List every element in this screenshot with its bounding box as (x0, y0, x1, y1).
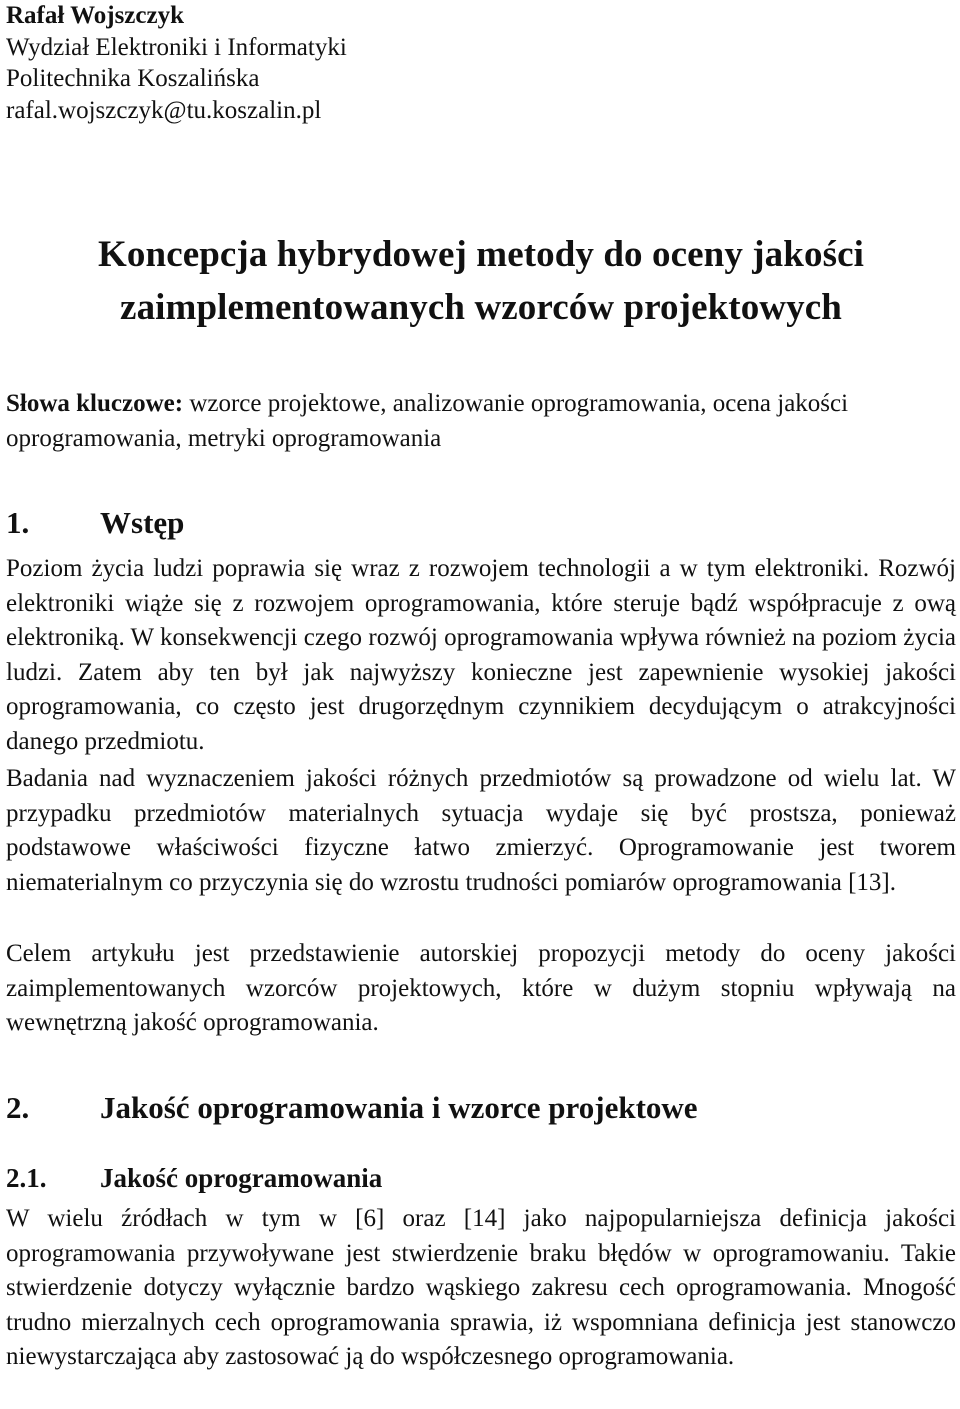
section-2-title: Jakość oprogramowania i wzorce projektowe (100, 1090, 698, 1125)
section-1-paragraph-1: Poziom życia ludzi poprawia się wraz z rozwojem technologii a w tym elektroniki. Rozwój elektroniki wiąże się z rozwojem oprogramowania, które steruje bądź współpracuje z ową elektroniką. W konsekwencji czego rozwój oprogramowania wpływa również na poziom życia ludzi. Zatem aby ten był jak najwyższy konieczne jest zapewnienie wysokiej jakości oprogramowania, co często jest drugorzędnym czynnikiem decydującym o atrakcyjności danego przedmiotu. (6, 555, 956, 755)
paper-title-line-2: zaimplementowanych wzorców projektowych (120, 287, 842, 328)
section-2-number: 2. (6, 1090, 30, 1125)
author-name: Rafał Wojszczyk (6, 2, 184, 29)
keywords (6, 386, 956, 456)
author-university: Politechnika Koszalińska (6, 65, 260, 92)
section-1-paragraph-2: Badania nad wyznaczeniem jakości różnych przedmiotów są prowadzone od wielu lat. W przypadku przedmiotów materialnych sytuacja wydaje się być prostsza, ponieważ podstawowe właściwości fizyczne łatwo zmierzyć. Oprogramowanie jest tworem niematerialnym co przyczynia się do wzrostu trudności pomiarów oprogramowania [13]. (6, 765, 956, 896)
keywords-label: Słowa kluczowe: (6, 390, 184, 417)
author-email: rafal.wojszczyk@tu.koszalin.pl (6, 96, 322, 124)
paper-title (6, 228, 956, 334)
keywords-text: wzorce projektowe, analizowanie oprogramowania, ocena jakości oprogramowania, metryki oprogramowania (6, 390, 849, 452)
author-department: Wydział Elektroniki i Informatyki (6, 33, 347, 61)
section-2-heading (6, 1090, 698, 1126)
section-2-1-heading (6, 1163, 382, 1194)
section-2-1-title: Jakość oprogramowania (100, 1163, 383, 1193)
section-1-heading (6, 505, 184, 541)
section-1-number: 1. (6, 505, 30, 540)
section-1-title: Wstęp (100, 505, 185, 540)
author-block (6, 0, 347, 126)
section-2-1-paragraph: W wielu źródłach w tym w [6] oraz [14] jako najpopularniejsza definicja jakości oprogramowania przywoływane jest stwierdzenie braku błędów w oprogramowaniu. Takie stwierdzenie dotyczy wyłącznie bardzo wąskiego zakresu cech oprogramowania. Mnogość trudno mierzalnych cech oprogramowania sprawia, iż wspomniana definicja jest stanowczo niewystarczająca aby zastosować ją do współczesnego oprogramowania. (6, 1205, 956, 1371)
paper-title-line-1: Koncepcja hybrydowej metody do oceny jakości (98, 234, 864, 275)
section-2-1-number: 2.1. (6, 1163, 47, 1193)
section-1-paragraph-3: Celem artykułu jest przedstawienie autorskiej propozycji metody do oceny jakości zaimplementowanych wzorców projektowych, które w dużym stopniu wpływają na wewnętrzną jakość oprogramowania. (6, 940, 956, 1037)
